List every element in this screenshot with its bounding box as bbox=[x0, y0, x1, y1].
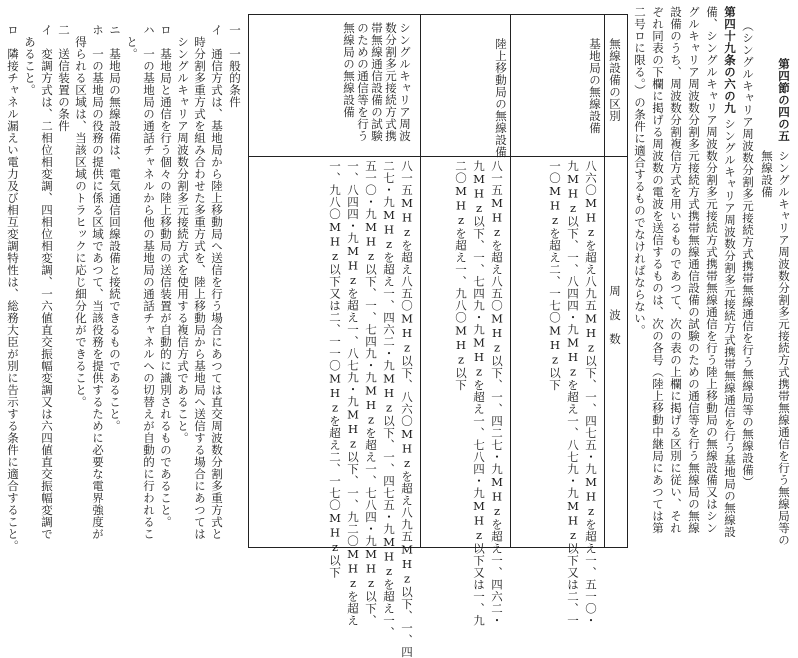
table-row-category: 陸上移動局の無線設備 bbox=[494, 38, 508, 158]
article-body-line: グルキャリア周波数分割多元接続方式携帯無線通信設備の試験のための通信等を行う無線局の無線 bbox=[687, 6, 701, 534]
article-paren-title: （シングルキャリア周波数分割多元接続方式携帯無線通信を行う無線局等の無線設備） bbox=[741, 20, 755, 488]
table-row-category: 帯無線通信設備の試験 bbox=[370, 22, 384, 142]
condition-line: あること。 bbox=[23, 24, 37, 96]
condition-line: ロ 隣接チャネル漏えい電力及び相互変調特性は、総務大臣が別に告示する条件に適合すること。 bbox=[6, 24, 20, 552]
table-row-category: シングルキャリア周波 bbox=[398, 22, 412, 142]
table-row-frequency-line: 九MHz以下、一、七四九・九MHzを超え一、七八四・九MHz以下又は一、九 bbox=[472, 160, 486, 627]
condition-line: シングルキャリア周波数分割多元接続方式を使用する複信方式であること。 bbox=[176, 24, 190, 444]
table-row-frequency-line: 五一〇・九MHz以下、一、七四九・九MHzを超え一、七八四・九MHz以下、 bbox=[364, 160, 378, 627]
condition-line: イ 通信方式は、基地局から陸上移動局へ送信を行う場合にあつては直交周波数分割多重方式と bbox=[210, 24, 224, 540]
table-row-frequency-line: 九MHz以下、一、八四四・九MHzを超え一、八七九・九MHz以下又は二、一 bbox=[566, 160, 580, 627]
section-heading-title-cont: 無線設備 bbox=[760, 150, 774, 198]
article-number: 第四十九条の六の九 bbox=[723, 6, 737, 114]
article-body-line: シングルキャリア周波数分割多元接続方式携帯無線通信を行う基地局の無線設 bbox=[723, 118, 737, 538]
table-row-frequency-line: 一〇MHzを超え二、一七〇MHz以下 bbox=[548, 160, 562, 391]
table-row-frequency-line: 一、八四四・九MHzを超え一、八七九・九MHz以下、一、九二〇MHzを超え bbox=[346, 160, 360, 627]
section-heading-number: 第四節の四の五 bbox=[777, 58, 791, 142]
condition-line: ニ 基地局の無線設備は、電気通信回線設備と接続できるものであること。 bbox=[108, 24, 122, 432]
table-row-category: 基地局の無線設備 bbox=[588, 38, 602, 134]
article-body-line: 設備のうち、周波数分割複信方式を用いるものであつて、次の表の上欄に掲げる区別に従い、それ bbox=[669, 6, 683, 534]
article-body-line: ぞれ同表の下欄に掲げる周波数の電波を送信するものは、次の各号（陸上移動中継局にあつては第 bbox=[651, 6, 665, 534]
table-row-frequency-line: 八一五MHzを超え八五〇MHz以下、一、四二七・九MHzを超え一、四六二・ bbox=[490, 160, 504, 627]
table-header-category: 無線設備の区別 bbox=[608, 38, 622, 122]
table-row-frequency-line: 八六〇MHzを超え八九五MHz以下、一、四七五・九MHzを超え一、五一〇・ bbox=[584, 160, 598, 627]
condition-line: 時分割多重方式を組み合わせた多重方式を、陸上移動局から基地局へ送信する場合にあつては bbox=[193, 24, 207, 540]
table-row-frequency-line: 一、九八〇MHz以下又は二、一一〇MHzを超え二、一七〇MHz以下 bbox=[328, 160, 342, 579]
table-row-category: 無線局の無線設備 bbox=[342, 22, 356, 118]
article-body-line: 二号ロに限る。）の条件に適合するものでなければならない。 bbox=[633, 6, 647, 337]
table-row-category: 数分割多元接続方式携 bbox=[384, 22, 398, 142]
table-row-frequency-line: 八一五MHzを超え八五〇MHz以下、八六〇MHzを超え八九五MHz以下、一、四 bbox=[400, 160, 414, 658]
table-header-frequency: 周 波 数 bbox=[608, 285, 622, 345]
table-row-frequency-line: 二七・九MHzを超え一、四六二・九MHz以下、一、四七五・九MHzを超え一、 bbox=[382, 160, 396, 639]
condition-line: ホ 一の基地局の役務の提供に係る区域であつて、当該役務を提供するために必要な電界強度が bbox=[91, 24, 105, 540]
condition-line: ロ 基地局と通信を行う個々の陸上移動局の送信装置が自動的に識別されるものであること。 bbox=[159, 24, 173, 528]
condition-line: ハ 一の基地局の通話チャネルから他の基地局の通話チャネルへの切替えが自動的に行われるこ bbox=[142, 24, 156, 540]
section-heading-title: シングルキャリア周波数分割多元接続方式携帯無線通信を行う無線局等の bbox=[777, 150, 791, 546]
condition-line: 一 一般的条件 bbox=[228, 24, 242, 108]
article-body-line: 備、シングルキャリア周波数分割多元接続方式携帯無線通信を行う陸上移動局の無線設備又はシン bbox=[705, 6, 719, 534]
condition-line: 得られる区域は、当該区域のトラヒックに応じ細分化ができること。 bbox=[74, 24, 88, 408]
condition-line: 二 送信装置の条件 bbox=[57, 24, 71, 132]
condition-line: と。 bbox=[125, 24, 139, 60]
table-row-category: のための通信等を行う bbox=[356, 22, 370, 142]
table-row-frequency-line: 二〇MHzを超え一、九八〇MHz以下 bbox=[454, 160, 468, 391]
condition-line: イ 変調方式は、二相位相変調、四相位相変調、一六値直交振幅変調又は六四値直交振幅変調で bbox=[40, 24, 54, 540]
